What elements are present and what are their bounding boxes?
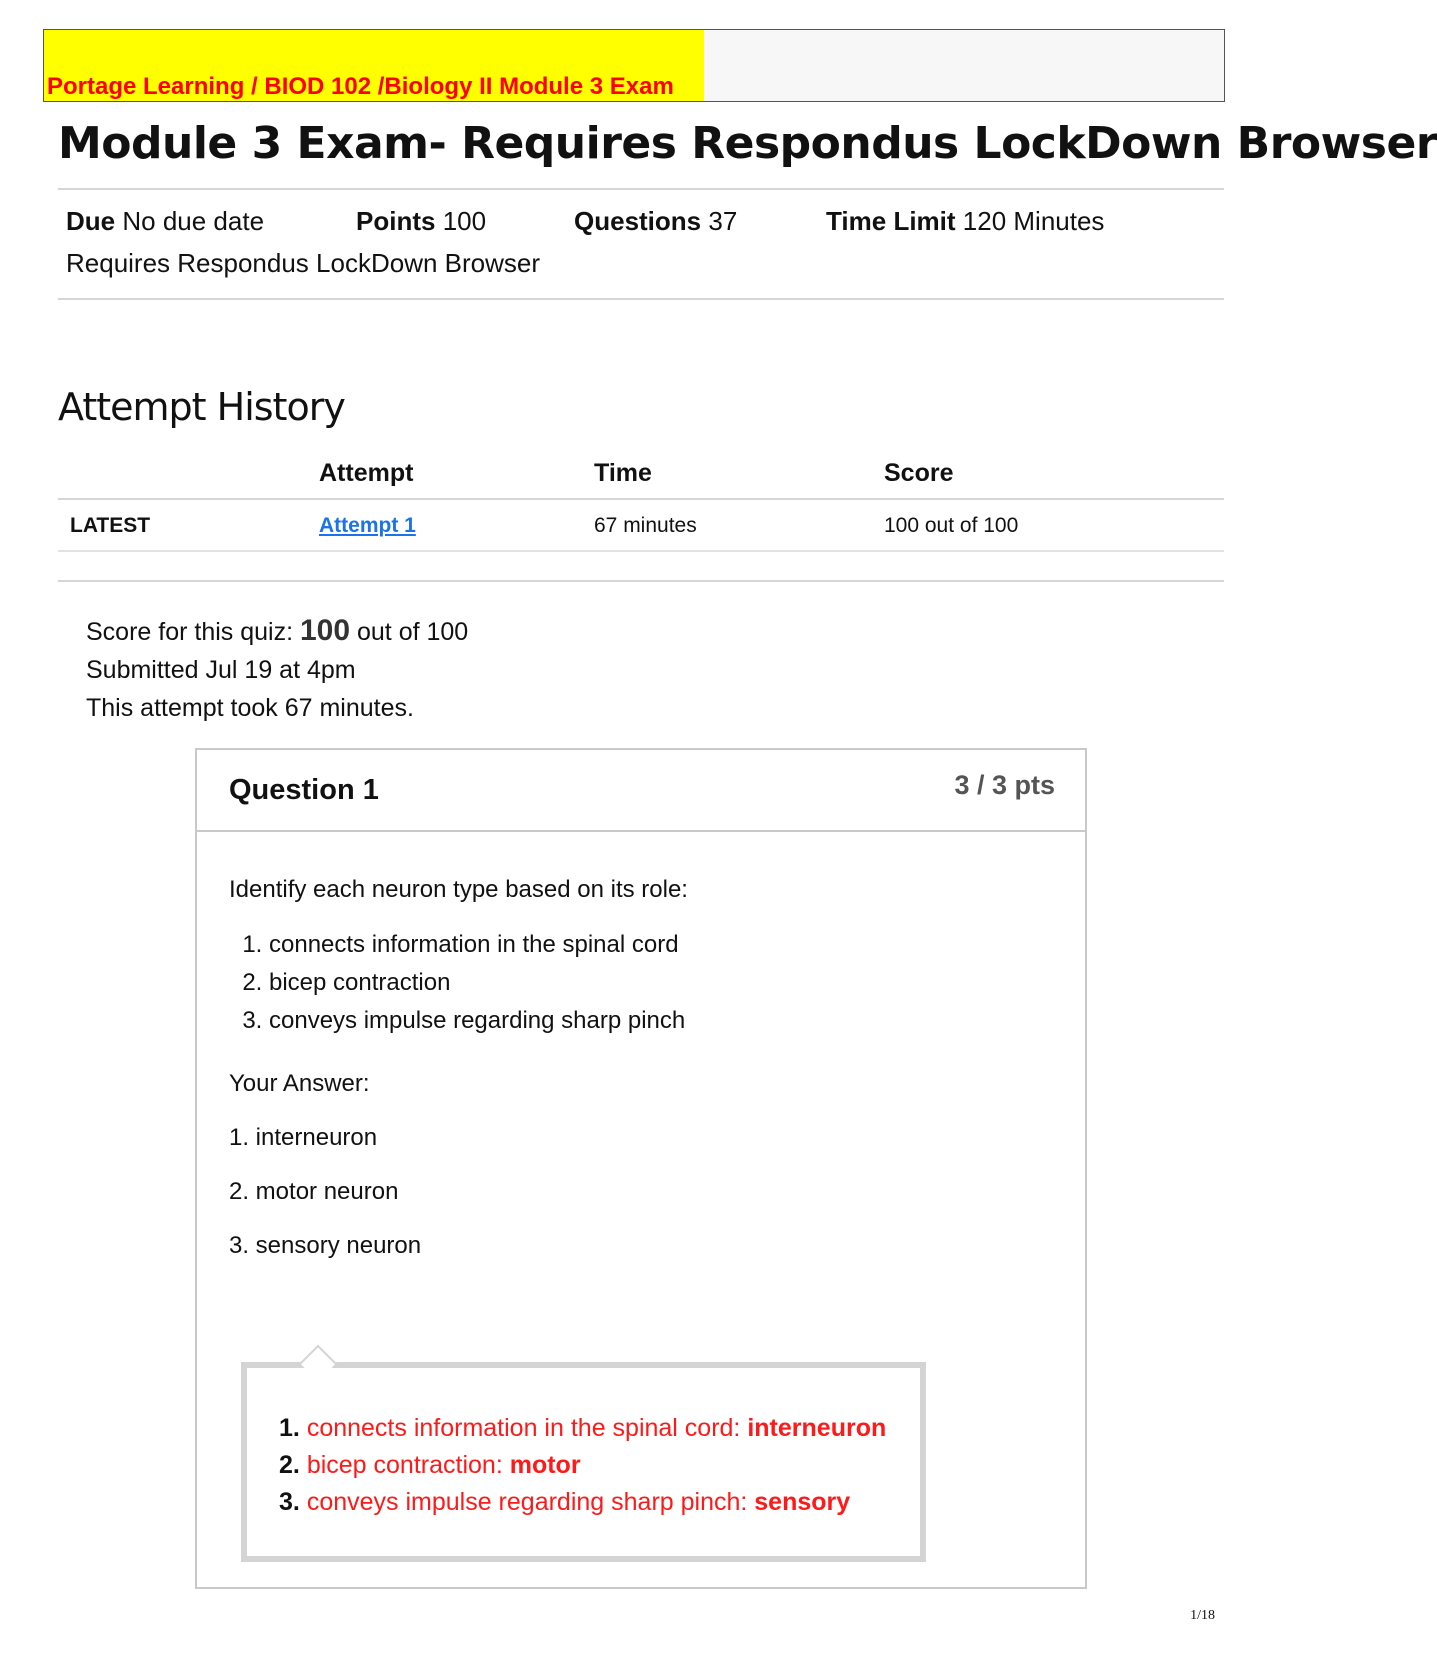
duration-text: This attempt took 67 minutes. [86, 694, 414, 722]
header-banner [43, 29, 1225, 102]
table-row [58, 499, 1224, 551]
divider [58, 298, 1224, 300]
question-title: Question 1 [229, 774, 379, 806]
feedback-text: conveys impulse regarding sharp pinch: [306, 1488, 748, 1516]
attempt-link[interactable]: Attempt 1 [319, 514, 416, 537]
column-header [58, 455, 319, 499]
points-label: Points [356, 206, 436, 236]
answer-line: 1. interneuron [229, 1124, 378, 1151]
column-header-score: Score [884, 455, 1224, 499]
page-number: 1/18 [1190, 1608, 1215, 1623]
question-prompt: Identify each neuron type based on its role: [229, 876, 688, 903]
questions-value: 37 [708, 206, 738, 236]
banner-text: Portage Learning / BIOD 102 /Biology II Module 3 Exam [47, 73, 674, 100]
lockdown-requirement: Requires Respondus LockDown Browser [66, 248, 541, 278]
feedback-item [279, 1410, 886, 1447]
question-header [197, 750, 1085, 832]
table-header-row [58, 455, 1224, 499]
list-item: 2. bicep contraction [269, 964, 1055, 1002]
submitted-text: Submitted Jul 19 at 4pm [86, 656, 356, 684]
divider [58, 188, 1224, 190]
page-title: Module 3 Exam- Requires Respondus LockDown Browser [58, 118, 1437, 169]
divider [58, 580, 1224, 582]
time-limit-detail [826, 206, 1104, 237]
quiz-summary [86, 612, 468, 727]
column-header-attempt: Attempt [319, 455, 594, 499]
time-limit-value: 120 Minutes [962, 206, 1105, 236]
feedback-answer: interneuron [747, 1414, 887, 1442]
feedback-number: 1. [279, 1414, 300, 1442]
time-limit-label: Time Limit [826, 206, 956, 236]
score-suffix: out of 100 [357, 618, 469, 646]
due-value: No due date [122, 206, 265, 236]
list-item: 3. conveys impulse regarding sharp pinch [269, 1002, 1055, 1040]
feedback-list [279, 1410, 886, 1521]
attempt-time: 67 minutes [594, 499, 884, 551]
question-points: 3 / 3 pts [954, 770, 1055, 800]
score-prefix: Score for this quiz: [86, 618, 294, 646]
question-card [195, 748, 1087, 1589]
feedback-item [279, 1447, 886, 1484]
feedback-answer: sensory [754, 1488, 851, 1516]
questions-label: Questions [574, 206, 702, 236]
latest-label: LATEST [58, 499, 319, 551]
list-item: 1. connects information in the spinal cord [269, 926, 1055, 964]
answer-line: 2. motor neuron [229, 1178, 399, 1205]
due-label: Due [66, 206, 116, 236]
feedback-answer: motor [509, 1451, 581, 1479]
feedback-text: bicep contraction: [306, 1451, 503, 1479]
your-answer-label: Your Answer: [229, 1070, 370, 1097]
column-header-time: Time [594, 455, 884, 499]
question-body [229, 876, 1055, 1260]
attempt-score: 100 out of 100 [884, 499, 1224, 551]
question-items [229, 926, 1055, 1040]
points-value: 100 [442, 206, 487, 236]
answer-line: 3. sensory neuron [229, 1232, 422, 1259]
answer-feedback-box [241, 1362, 926, 1562]
feedback-pointer [300, 1345, 337, 1382]
attempt-history-title: Attempt History [58, 385, 345, 429]
quiz-details [66, 206, 1216, 279]
feedback-number: 2. [279, 1451, 300, 1479]
feedback-number: 3. [279, 1488, 300, 1516]
due-detail [66, 206, 264, 237]
points-detail [356, 206, 486, 237]
score-value: 100 [299, 614, 351, 647]
questions-detail [574, 206, 737, 237]
score-line [86, 612, 468, 651]
feedback-item [279, 1484, 886, 1521]
attempt-history-table [58, 455, 1224, 552]
feedback-text: connects information in the spinal cord: [306, 1414, 741, 1442]
